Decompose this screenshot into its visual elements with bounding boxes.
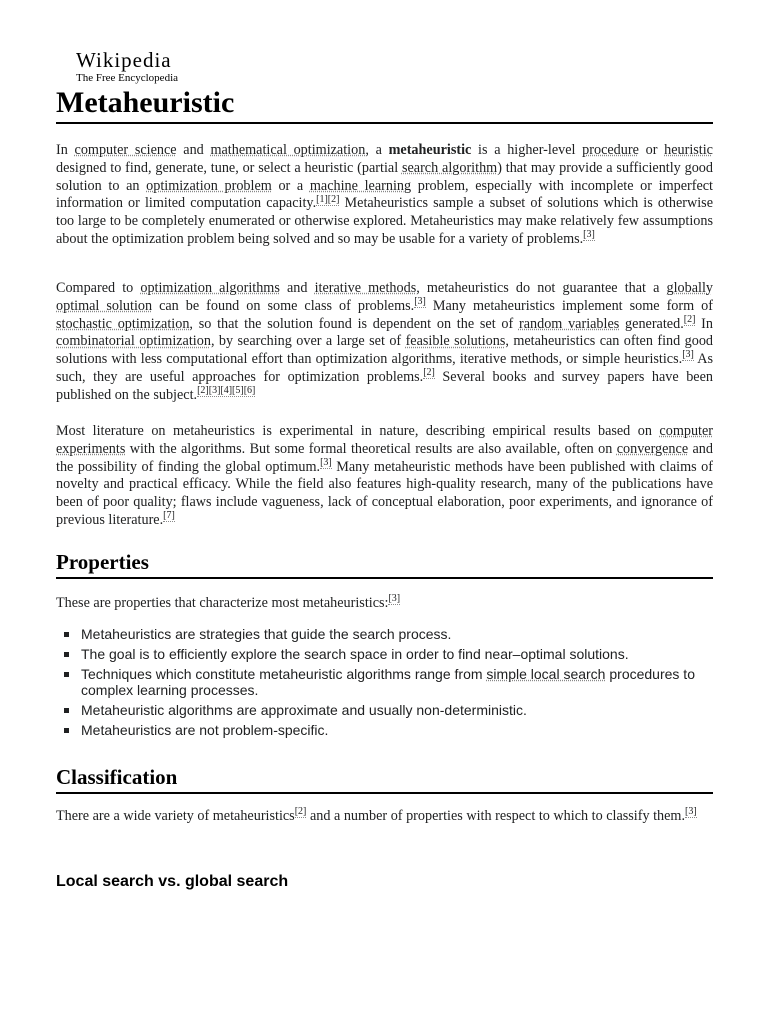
link-procedure[interactable]: procedure bbox=[582, 142, 639, 158]
list-item bbox=[56, 722, 713, 738]
link-globally-optimal-solution[interactable]: globally optimal solution bbox=[56, 280, 713, 314]
list-item bbox=[56, 702, 713, 718]
text: and bbox=[279, 280, 315, 296]
text: or bbox=[638, 142, 665, 158]
link-computer-experiments[interactable]: computer experiments bbox=[56, 423, 713, 457]
citation[interactable]: [3] bbox=[320, 456, 332, 468]
text: , by searching over a large set of bbox=[210, 333, 406, 350]
citation[interactable]: [2] bbox=[683, 313, 696, 325]
text: Compared to bbox=[56, 280, 141, 296]
list-item bbox=[56, 646, 713, 662]
subsection-heading-local-vs-global: Local search vs. global search bbox=[56, 873, 289, 890]
text: ) that may provide a sufficiently good solution to an bbox=[56, 159, 713, 194]
list-item-text: Metaheuristics are strategies that guide the search process. bbox=[81, 626, 452, 642]
citation[interactable]: [2][3][4][5][6] bbox=[197, 385, 256, 397]
text: , metaheuristics do not guarantee that a bbox=[416, 280, 667, 296]
intro-paragraph-2 bbox=[56, 280, 713, 405]
link-heuristic[interactable]: heuristic bbox=[664, 142, 713, 158]
citation[interactable]: [1][2] bbox=[316, 193, 340, 205]
link-combinatorial-optimization[interactable]: combinatorial optimization bbox=[56, 333, 211, 350]
list-item bbox=[56, 666, 713, 698]
bullet-icon bbox=[64, 632, 69, 637]
section-heading-properties: Properties bbox=[56, 549, 713, 579]
citation[interactable]: [3] bbox=[414, 296, 426, 308]
citation[interactable]: [7] bbox=[163, 510, 175, 522]
link-simple-local-search[interactable]: simple local search bbox=[486, 666, 606, 682]
properties-list bbox=[56, 626, 713, 742]
bullet-icon bbox=[64, 708, 69, 713]
citation[interactable]: [3] bbox=[583, 229, 595, 241]
page-title: Metaheuristic bbox=[56, 85, 713, 124]
citation[interactable]: [3] bbox=[388, 593, 401, 605]
text: Metaheuristics sample a subset of solutions which is otherwise too large to be completely enumerated or otherwise explored. Metaheuristics may make relatively few assumptions about the optimization problem being solved and so may be usable for a variety of problems. bbox=[56, 195, 713, 247]
text: problem, especially with incomplete or imperfect information or limited computation capacity. bbox=[56, 177, 713, 212]
logo-wordmark: Wikipedia bbox=[76, 48, 172, 72]
citation[interactable]: [3] bbox=[682, 349, 694, 361]
term-metaheuristic: metaheuristic bbox=[388, 142, 472, 158]
text: or a bbox=[271, 177, 310, 194]
citation[interactable]: [3] bbox=[685, 806, 697, 818]
text: Many metaheuristics implement some form of bbox=[425, 297, 713, 314]
bullet-icon bbox=[64, 652, 69, 657]
text: These are properties that characterize most metaheuristics: bbox=[56, 595, 389, 611]
link-stochastic-optimization[interactable]: stochastic optimization bbox=[56, 315, 190, 332]
citation[interactable]: [2] bbox=[294, 806, 307, 818]
wikipedia-logo[interactable] bbox=[76, 48, 236, 85]
text: Several books and survey papers have been published on the subject. bbox=[56, 368, 713, 403]
link-optimization-algorithms[interactable]: optimization algorithms bbox=[140, 280, 280, 296]
text: and a number of properties with respect to which to classify them. bbox=[306, 808, 686, 824]
link-computer-science[interactable]: computer science bbox=[74, 142, 177, 158]
link-iterative-methods[interactable]: iterative methods bbox=[314, 280, 417, 296]
text: , a bbox=[365, 142, 389, 158]
link-random-variables[interactable]: random variables bbox=[518, 315, 620, 332]
text: In bbox=[695, 315, 713, 332]
intro-paragraph-3 bbox=[56, 423, 713, 530]
classification-intro bbox=[56, 808, 713, 826]
link-mathematical-optimization[interactable]: mathematical optimization bbox=[210, 142, 366, 158]
logo-tagline: The Free Encyclopedia bbox=[76, 72, 179, 84]
text: Most literature on metaheuristics is experimental in nature, describing empirical results based on bbox=[56, 423, 660, 439]
bullet-icon bbox=[64, 672, 69, 677]
citation[interactable]: [2] bbox=[423, 367, 435, 379]
list-item-text: Metaheuristic algorithms are approximate and usually non-deterministic. bbox=[81, 702, 527, 718]
text: , so that the solution found is dependent on the set of bbox=[189, 315, 519, 332]
text: is a higher-level bbox=[471, 142, 583, 158]
text: , metaheuristics can often find good solutions with less computational effort than optimization algorithms, iterative methods, or simple heuristics. bbox=[56, 333, 714, 368]
text: designed to find, generate, tune, or select a heuristic (partial bbox=[56, 159, 402, 176]
text: and the possibility of finding the global optimum. bbox=[56, 440, 713, 475]
bullet-icon bbox=[64, 728, 69, 733]
text: and bbox=[176, 142, 211, 158]
list-item-text: Metaheuristics are not problem-specific. bbox=[81, 722, 329, 738]
link-feasible-solutions[interactable]: feasible solutions bbox=[405, 333, 506, 350]
link-machine-learning[interactable]: machine learning bbox=[309, 177, 412, 194]
list-item-text: The goal is to efficiently explore the search space in order to find near–optimal solutions. bbox=[81, 646, 629, 662]
link-convergence[interactable]: convergence bbox=[616, 440, 689, 457]
text: generated. bbox=[619, 315, 684, 332]
text: There are a wide variety of metaheuristics bbox=[56, 808, 295, 824]
text: with the algorithms. But some formal theoretical results are also available, often on bbox=[125, 440, 617, 457]
list-item-text: Techniques which constitute metaheuristic algorithms range from bbox=[81, 666, 487, 682]
text: In bbox=[56, 142, 75, 158]
list-item-text: procedures to complex learning processes. bbox=[81, 666, 695, 698]
list-item bbox=[56, 626, 713, 642]
link-search-algorithm[interactable]: search algorithm bbox=[401, 159, 498, 176]
text: As such, they are useful approaches for optimization problems. bbox=[56, 351, 714, 385]
text: can be found on some class of problems. bbox=[152, 297, 415, 314]
text: Many metaheuristic methods have been published with claims of novelty and practical efficacy. While the field also features high-quality research, many of the publications have been of poor quality; flaws include vagueness, lack of conceptual elaboration, poor experiments, and ignorance of previous literature. bbox=[56, 458, 713, 528]
section-heading-classification: Classification bbox=[56, 764, 713, 794]
intro-paragraph-1 bbox=[56, 142, 713, 249]
properties-intro bbox=[56, 595, 713, 613]
link-optimization-problem[interactable]: optimization problem bbox=[146, 177, 272, 194]
